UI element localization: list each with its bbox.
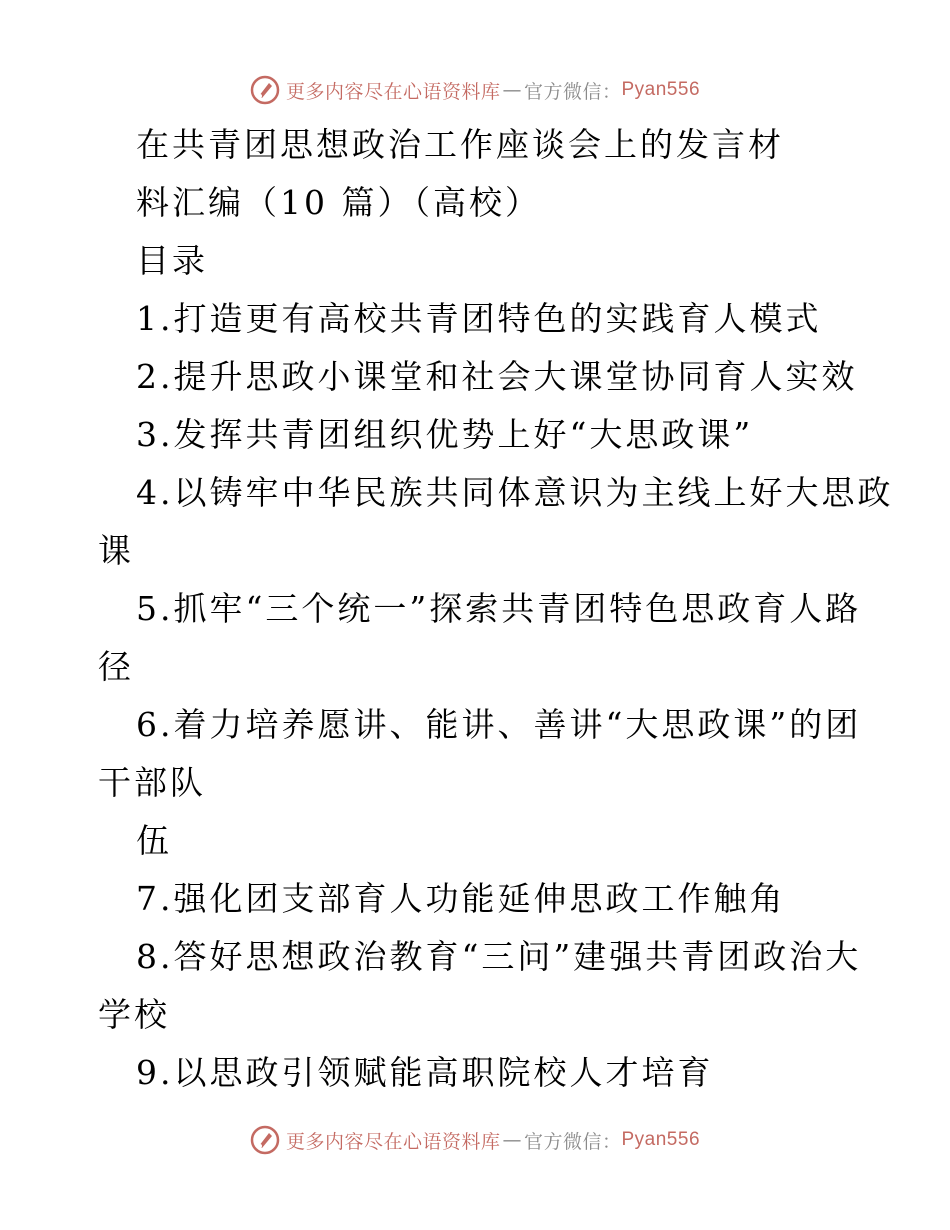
watermark-wechat-label: 官方微信： — [523, 80, 622, 103]
watermark-text: 更多内容尽在心语资料库 — [285, 80, 501, 103]
toc-item: 2.提升思政小课堂和社会大课堂协同育人实效 — [136, 357, 858, 396]
toc-item-continuation: 径 — [98, 647, 134, 686]
watermark-separator: — — [502, 79, 522, 101]
toc-item-continuation: 干部队 — [98, 763, 206, 802]
toc-item: 5.抓牢“三个统一”探索共青团特色思政育人路 — [136, 589, 862, 628]
watermark-text: 更多内容尽在心语资料库 — [285, 1130, 501, 1153]
toc-item-continuation: 课 — [98, 531, 134, 570]
toc-item: 4.以铸牢中华民族共同体意识为主线上好大思政 — [136, 473, 894, 512]
toc-item: 9.以思政引领赋能高职院校人才培育 — [136, 1053, 714, 1092]
document-body — [98, 116, 894, 1102]
pen-logo-icon — [250, 1125, 280, 1155]
toc-item: 8.答好思想政治教育“三问”建强共青团政治大 — [136, 937, 862, 976]
toc-item-continuation: 伍 — [136, 821, 172, 860]
watermark-separator: — — [502, 1129, 522, 1151]
watermark-wechat-id: Pyan556 — [621, 79, 701, 100]
watermark-wechat-id: Pyan556 — [621, 1129, 701, 1150]
watermark-wechat-label: 官方微信： — [523, 1130, 622, 1153]
toc-item-continuation: 学校 — [98, 995, 170, 1034]
toc-heading: 目录 — [136, 241, 208, 280]
toc-item: 7.强化团支部育人功能延伸思政工作触角 — [136, 879, 786, 918]
toc-item: 1.打造更有高校共青团特色的实践育人模式 — [136, 299, 822, 338]
header-watermark — [0, 70, 950, 110]
pen-logo-icon — [250, 75, 280, 105]
toc-item: 3.发挥共青团组织优势上好“大思政课” — [136, 415, 754, 454]
toc-item: 6.着力培养愿讲、能讲、善讲“大思政课”的团 — [136, 705, 862, 744]
document-title-line-1: 在共青团思想政治工作座谈会上的发言材 — [136, 125, 784, 164]
footer-watermark — [0, 1120, 950, 1160]
document-title-line-2: 料汇编（10 篇）（高校） — [136, 183, 541, 222]
